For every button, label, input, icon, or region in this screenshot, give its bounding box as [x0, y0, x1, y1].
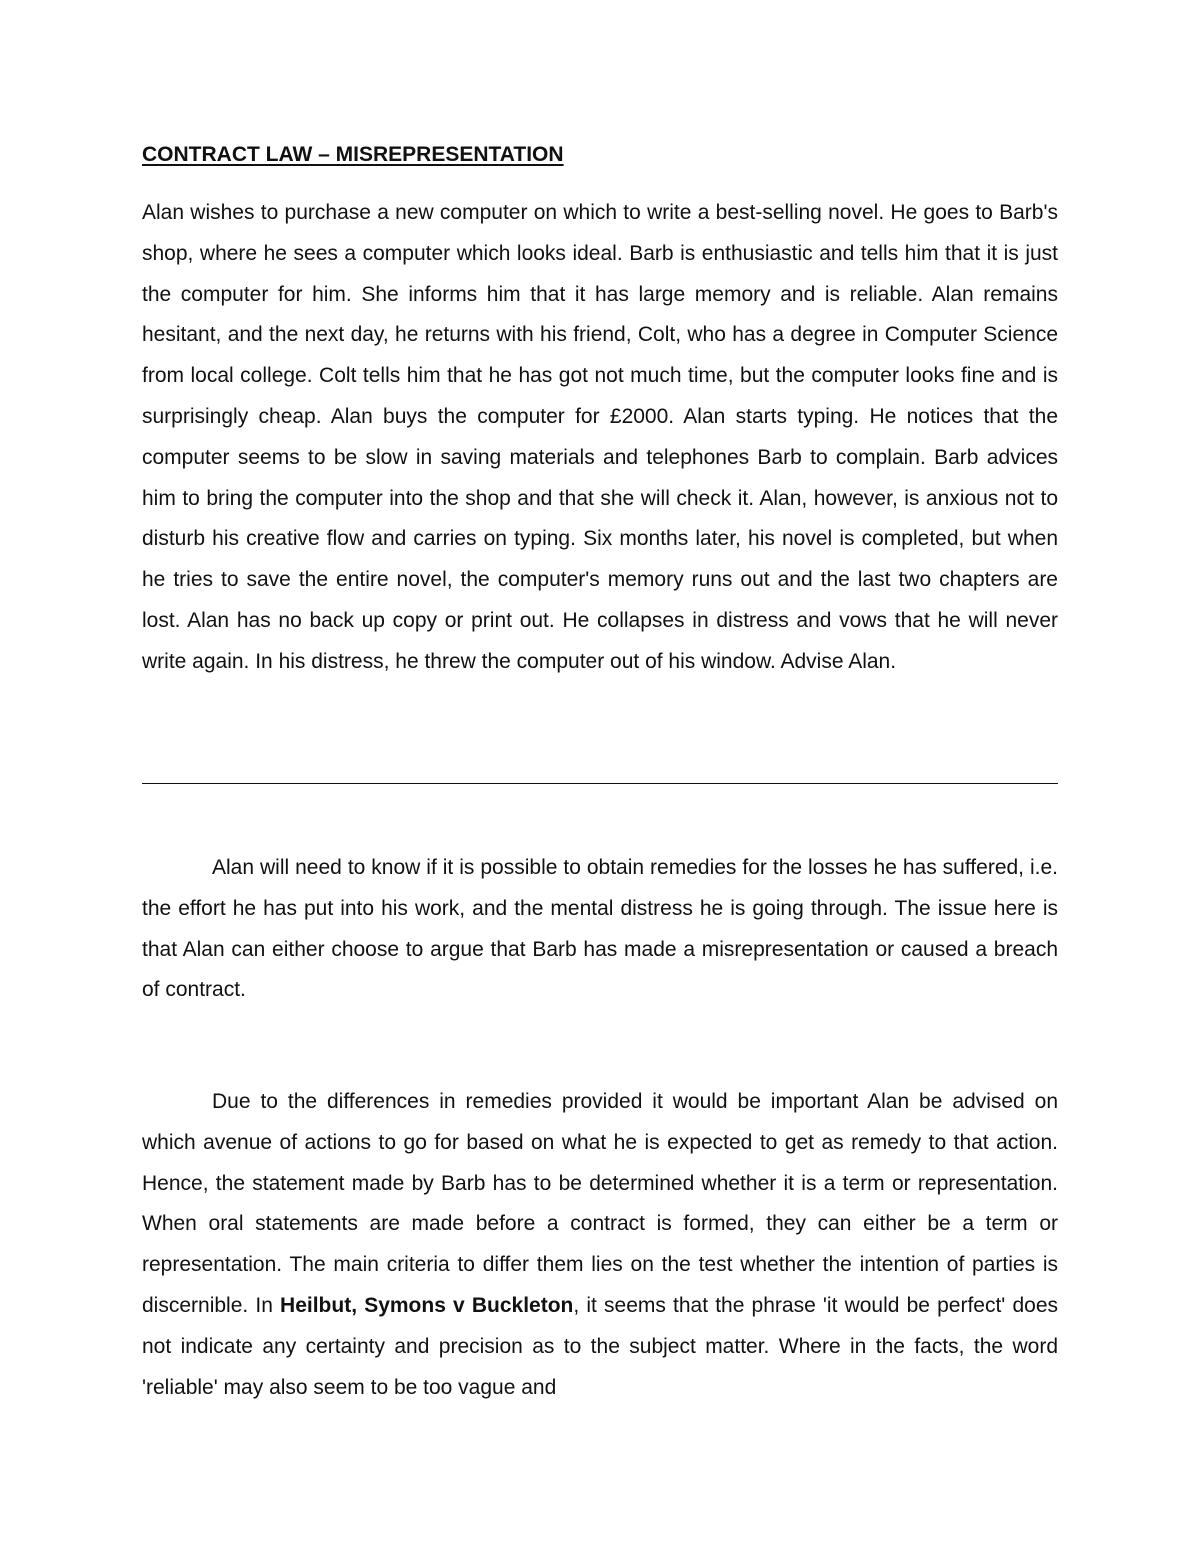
case-citation: Heilbut, Symons v Buckleton: [280, 1293, 574, 1317]
answer-paragraph-term-vs-representation: [142, 1082, 1058, 1408]
paragraph-text-after-case: , it seems that the phrase 'it would be perfect' does not indicate any certainty and precision as to the subject matter. Where in the facts, the word 'reliable' may also seem to be too vague and: [142, 1293, 1059, 1399]
document-page: [142, 0, 1058, 1553]
answer-paragraph-issue: Alan will need to know if it is possible to obtain remedies for the losses he has suffered, i.e. the effort he has put into his work, and the mental distress he is going through. The issue here is that Alan can either choose to argue that Barb has made a misrepresentation or caused a breach of contract.: [142, 856, 1058, 1002]
document-title: CONTRACT LAW – MISREPRESENTATION: [142, 143, 564, 166]
question-paragraph: Alan wishes to purchase a new computer on which to write a best-selling novel. He goes to Barb's shop, where he sees a computer which looks ideal. Barb is enthusiastic and tells him that it is just the computer for him. She informs him that it has large memory and is reliable. Alan remains hesitant, and the next day, he returns with his friend, Colt, who has a degree in Computer Science from local college. Colt tells him that he has got not much time, but the computer looks fine and is surprisingly cheap. Alan buys the computer for £2000. Alan starts typing. He notices that the computer seems to be slow in saving materials and telephones Barb to complain. Barb advices him to bring the computer into the shop and that she will check it. Alan, however, is anxious not to disturb his creative flow and carries on typing. Six months later, his novel is completed, but when he tries to save the entire novel, the computer's memory runs out and the last two chapters are lost. Alan has no back up copy or print out. He collapses in distress and vows that he will never write again. In his distress, he threw the computer out of his window. Advise Alan.: [142, 201, 1058, 673]
paragraph-text-before-case: Due to the differences in remedies provided it would be important Alan be advised on which avenue of actions to go for based on what he is expected to get as remedy to that action. Hence, the statement made by Barb has to be determined whether it is a term or representation. When oral statements are made before a contract is formed, they can either be a term or representation. The main criteria to differ them lies on the test whether the intention of parties is discernible. In: [142, 1090, 1058, 1317]
section-divider: [142, 783, 1058, 784]
